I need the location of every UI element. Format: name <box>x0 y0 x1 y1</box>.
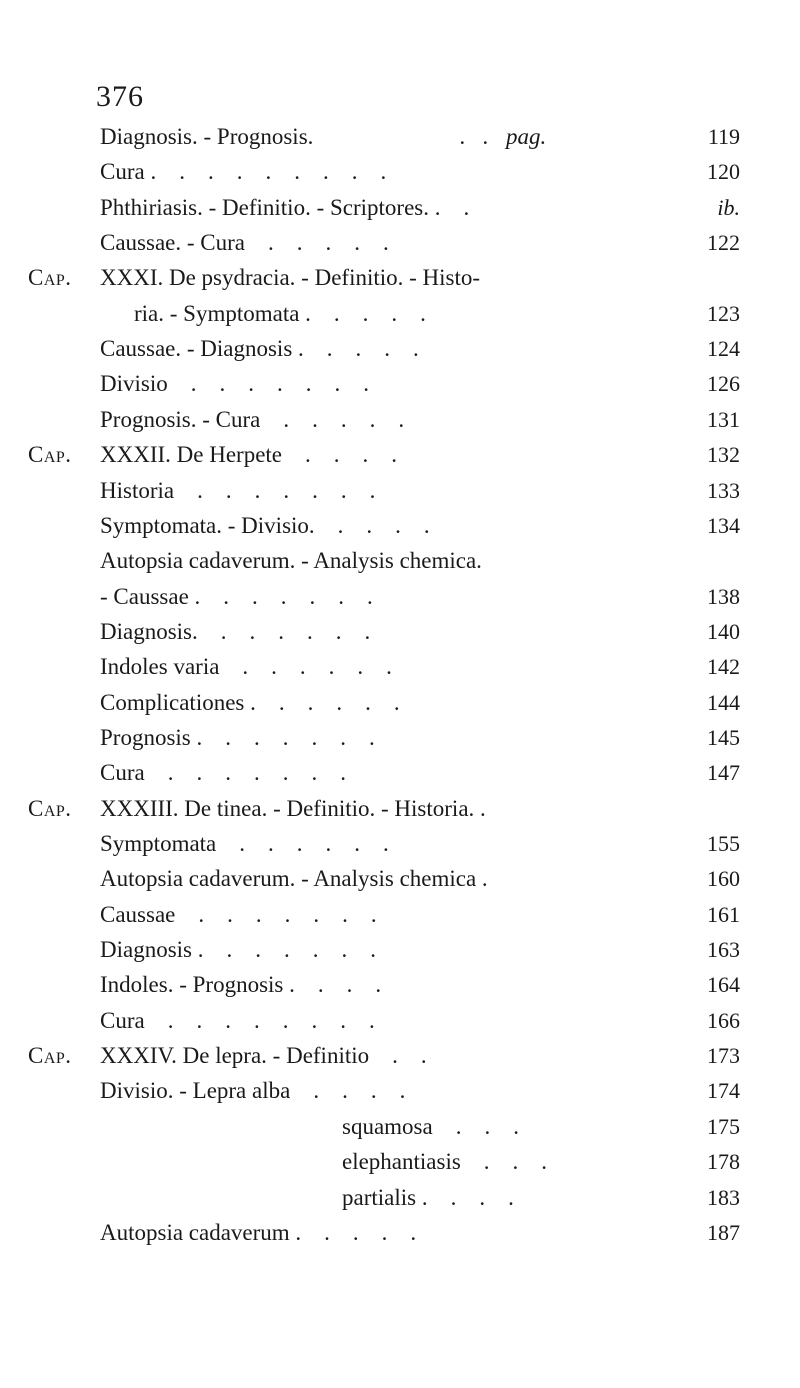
chapter-label: Cap. <box>28 265 72 291</box>
toc-row <box>0 332 800 366</box>
toc-row <box>0 756 800 790</box>
toc-row <box>0 968 800 1002</box>
toc-entry: Autopsia cadaverum . . . . . <box>100 1219 417 1245</box>
page-ref: 140 <box>707 618 740 644</box>
page-ref: 142 <box>707 654 740 680</box>
page-ref: 132 <box>707 442 740 468</box>
toc-row <box>0 1216 800 1250</box>
page-ref: 175 <box>707 1113 740 1139</box>
page-ref: 123 <box>707 300 740 326</box>
toc-row <box>0 297 800 331</box>
toc-entry: Symptomata . . . . . . <box>100 831 389 856</box>
chapter-label: Cap. <box>28 795 72 821</box>
toc-row <box>0 474 800 508</box>
toc-row <box>0 686 800 720</box>
toc-row <box>0 1004 800 1038</box>
toc-entry: squamosa . . . <box>342 1113 519 1139</box>
toc-entry: XXXI. De psydracia. - Definitio. - Histo- <box>100 265 481 291</box>
page-ref: ib. <box>717 194 740 220</box>
toc-entry: Diagnosis . . . . . . . <box>100 937 376 963</box>
page-ref: 122 <box>707 230 740 256</box>
toc-row <box>0 933 800 967</box>
toc-entry: Indoles. - Prognosis . . . . <box>100 972 382 998</box>
toc-entry: Divisio . . . . . . . <box>100 371 369 397</box>
page-ref: 147 <box>707 760 740 786</box>
toc-entry: Diagnosis. - Prognosis. <box>100 124 314 149</box>
toc-row <box>0 155 800 189</box>
toc-entry: Divisio. - Lepra alba . . . . <box>100 1078 406 1104</box>
toc-row <box>0 509 800 543</box>
page-ref: 164 <box>707 972 740 998</box>
toc-entry: Prognosis . . . . . . . <box>100 724 375 750</box>
toc-entry: Cura . . . . . . . . <box>100 1007 375 1033</box>
page-ref: 163 <box>707 937 740 963</box>
toc-row <box>0 1145 800 1179</box>
toc-entry: partialis . . . . <box>342 1184 514 1210</box>
toc-row <box>0 403 800 437</box>
toc-row <box>0 544 800 578</box>
toc-entry: Autopsia cadaverum. - Analysis chemica . <box>100 866 488 892</box>
page-ref: 138 <box>707 583 740 609</box>
toc-entry: Phthiriasis. - Definitio. - Scriptores. . . <box>100 194 470 220</box>
toc-row <box>0 261 800 295</box>
toc-entry: ria. - Symptomata . . . . . <box>134 300 426 326</box>
toc-entry: - Caussae . . . . . . . <box>100 583 373 609</box>
page-column-label: . . pag. <box>460 124 547 149</box>
page-ref: 160 <box>707 866 740 892</box>
toc-entry: XXXIV. De lepra. - Definitio . . <box>100 1043 427 1069</box>
toc-row <box>0 226 800 260</box>
page-ref: 187 <box>707 1219 740 1245</box>
page-ref: 126 <box>707 371 740 397</box>
page-ref: 134 <box>707 512 740 538</box>
toc-row <box>0 1181 800 1215</box>
page-ref: 120 <box>707 159 740 185</box>
page-ref: 144 <box>707 689 740 715</box>
toc-entry: Diagnosis. . . . . . . <box>100 618 371 644</box>
toc-entry: Indoles varia . . . . . . <box>100 654 392 680</box>
toc-entry: Caussae. - Cura . . . . . <box>100 230 389 256</box>
page-ref: 155 <box>707 831 740 856</box>
page-ref: 124 <box>707 336 740 362</box>
page-ref: 145 <box>707 724 740 750</box>
page-ref: 119 <box>707 124 740 149</box>
chapter-label: Cap. <box>28 442 72 468</box>
toc-row <box>0 721 800 755</box>
toc-row <box>0 580 800 614</box>
toc-row <box>0 615 800 649</box>
toc-entry: Autopsia cadaverum. - Analysis chemica. <box>100 548 482 574</box>
toc-row <box>0 120 800 154</box>
toc-entry: Historia . . . . . . . <box>100 477 376 503</box>
toc-row <box>0 862 800 896</box>
toc-entry: XXXIII. De tinea. - Definitio. - Historia. . <box>100 795 486 821</box>
toc-entry: XXXII. De Herpete . . . . <box>100 442 398 468</box>
toc-entry: Symptomata. - Divisio. . . . . <box>100 512 430 538</box>
toc-entry: Caussae . . . . . . . <box>100 901 377 927</box>
chapter-label: Cap. <box>28 1043 72 1069</box>
page-ref: 166 <box>707 1007 740 1033</box>
page-ref: 131 <box>707 406 740 432</box>
toc-entry: Cura . . . . . . . . . <box>100 159 387 185</box>
page-ref: 173 <box>707 1043 740 1069</box>
toc-row <box>0 650 800 684</box>
page-ref: 183 <box>707 1184 740 1210</box>
toc-row <box>0 1074 800 1108</box>
page-ref: 161 <box>707 901 740 927</box>
page-number: 376 <box>96 80 144 113</box>
page-ref: 174 <box>707 1078 740 1104</box>
toc-row <box>0 438 800 472</box>
page-ref: 133 <box>707 477 740 503</box>
toc-entry: Prognosis. - Cura . . . . . <box>100 406 405 432</box>
toc-entry: Complicationes . . . . . . <box>100 689 400 715</box>
toc-entry: elephantiasis . . . <box>342 1149 548 1175</box>
toc-row <box>0 1039 800 1073</box>
toc-row <box>0 1110 800 1144</box>
toc-entry: Cura . . . . . . . <box>100 760 346 786</box>
toc-row <box>0 792 800 826</box>
toc-row <box>0 898 800 932</box>
toc-entry: Caussae. - Diagnosis . . . . . <box>100 336 419 362</box>
page-ref: 178 <box>707 1149 740 1175</box>
toc-row <box>0 367 800 401</box>
toc-row <box>0 191 800 225</box>
toc-row <box>0 827 800 861</box>
